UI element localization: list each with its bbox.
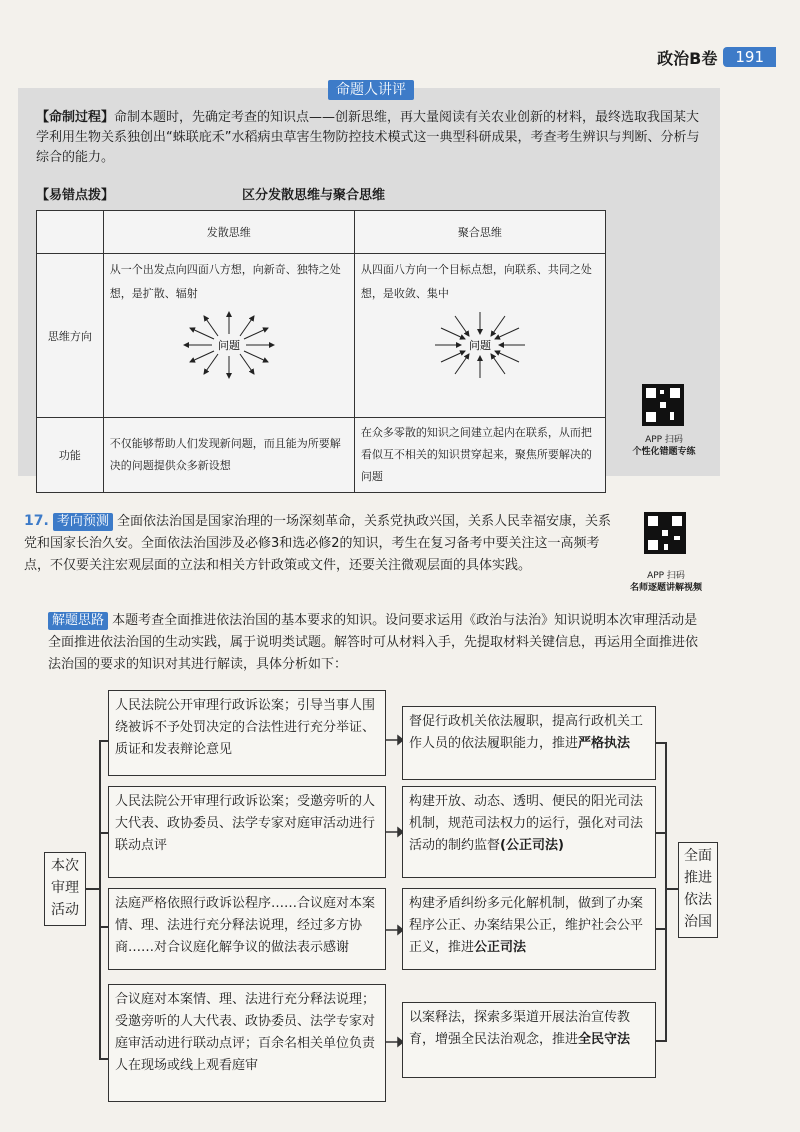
comparison-table (36, 210, 606, 493)
divergent-function-cell: 不仅能够帮助人们发现新问题，而且能为所要解决的问题提供众多新设想 (103, 418, 354, 493)
flow-analysis-4: 以案释法，探索多渠道开展法治宣传教育，增强全民法治观念，推进全民守法 (402, 1002, 656, 1078)
divergent-direction-text: 从一个出发点向四面八方想，向新奇、独特之处想，是扩散、辐射 (109, 263, 341, 300)
approach-paragraph (48, 610, 708, 676)
flow-material-4: 合议庭对本案情、理、法进行充分释法说理；受邀旁听的人大代表、政协委员、法学专家对庭审活动进行联动点评；百余名相关单位负责人在现场或线上观看庭审 (108, 984, 386, 1102)
tips-heading (36, 186, 606, 206)
convergent-function-cell: 在众多零散的知识之间建立起内在联系，从而把看似互不相关的知识贯穿起来，聚焦所要解决的问题 (354, 418, 605, 493)
proposition-text: 命制本题时，先确定考查的知识点——创新思维，再大量阅读有关农业创新的材料，最终选取我国某大学利用生物关系独创出“蛛联庇禾”水稻病虫草害生物防控技术模式这一典型科研成果，考查考生辨识与判断、分析与综合的能力。 (36, 110, 700, 165)
proposition-paragraph (36, 108, 708, 168)
proposition-label: 【命制过程】 (36, 110, 115, 125)
table-header-row (37, 211, 606, 254)
qr-code-icon[interactable] (642, 384, 684, 426)
table-header-divergent: 发散思维 (103, 211, 354, 254)
tips-title: 区分发散思维与聚合思维 (242, 188, 386, 203)
convergent-arrows-diagram (425, 310, 535, 380)
flow-right-box: 全面推进依法治国 (678, 842, 718, 938)
flow-material-1: 人民法院公开审理行政诉讼案；引导当事人围绕被诉不予处罚决定的合法性进行充分举证、质证和发表辩论意见 (108, 690, 386, 776)
row-label-function: 功能 (37, 418, 104, 493)
connector (665, 888, 679, 890)
convergent-center-label: 问题 (468, 339, 491, 352)
flow-material-3: 法庭严格依照行政诉讼程序……合议庭对本案情、理、法进行充分释法说理，经过多方协商……对合议庭化解争议的做法表示感谢 (108, 888, 386, 970)
connector (665, 742, 667, 1042)
connector (86, 888, 100, 890)
question-17 (24, 510, 614, 577)
row-label-direction: 思维方向 (37, 254, 104, 418)
divergent-arrows-diagram (174, 310, 284, 380)
flow-material-2: 人民法院公开审理行政诉讼案；受邀旁听的人大代表、政协委员、法学专家对庭审活动进行联动点评 (108, 786, 386, 878)
subject-title: 政治B卷 (657, 48, 718, 68)
connector (99, 740, 101, 1058)
page-number: 191 (723, 47, 776, 67)
qr-label-2: APP 扫码 名师逐题讲解视频 (629, 571, 702, 593)
divergent-center-label: 问题 (217, 339, 240, 352)
divergent-direction-cell (103, 254, 354, 418)
tips-label: 【易错点拨】 (36, 188, 115, 203)
table-row (37, 418, 606, 493)
convergent-direction-cell (354, 254, 605, 418)
approach-text: 本题考查全面推进依法治国的基本要求的知识。设问要求运用《政治与法治》知识说明本次审理活动是全面推进依法治国的生动实践，属于说明类试题。解答时可从材料入手，先提取材料关键信息，再运用全面推进依法治国的要求的知识对其进行解读，具体分析如下： (48, 613, 699, 672)
section-title: 命题人讲评 (328, 80, 414, 100)
qr-label-1: APP 扫码 个性化错题专练 (632, 435, 696, 457)
convergent-direction-text: 从四面八方向一个目标点想，向联系、共同之处想，是收敛、集中 (360, 263, 592, 300)
question-17-text: 全面依法治国是国家治理的一场深刻革命，关系党执政兴国，关系人民幸福安康，关系党和国家长治久安。全面依法治国涉及必修3和选必修2的知识，考生在复习备考中要关注这一高频考点，不仅要关注宏观层面的立法和相关方针政策或文件，还要关注微观层面的具体实践。 (24, 514, 611, 573)
question-number: 17. (24, 513, 49, 529)
forecast-tag: 考向预测 (53, 513, 113, 531)
qr-code-icon[interactable] (644, 512, 686, 554)
flow-analysis-1: 督促行政机关依法履职，提高行政机关工作人员的依法履职能力，推进严格执法 (402, 706, 656, 780)
flow-analysis-2: 构建开放、动态、透明、便民的阳光司法机制，规范司法权力的运行，强化对司法活动的制约监督(公正司法) (402, 786, 656, 878)
flow-left-box: 本次审理活动 (44, 852, 86, 926)
approach-tag: 解题思路 (48, 612, 108, 630)
flow-analysis-3: 构建矛盾纠纷多元化解机制，做到了办案程序公正、办案结果公正，维护社会公平正义，推进公正司法 (402, 888, 656, 970)
table-row (37, 254, 606, 418)
page-header (657, 44, 776, 70)
table-header-convergent: 聚合思维 (354, 211, 605, 254)
